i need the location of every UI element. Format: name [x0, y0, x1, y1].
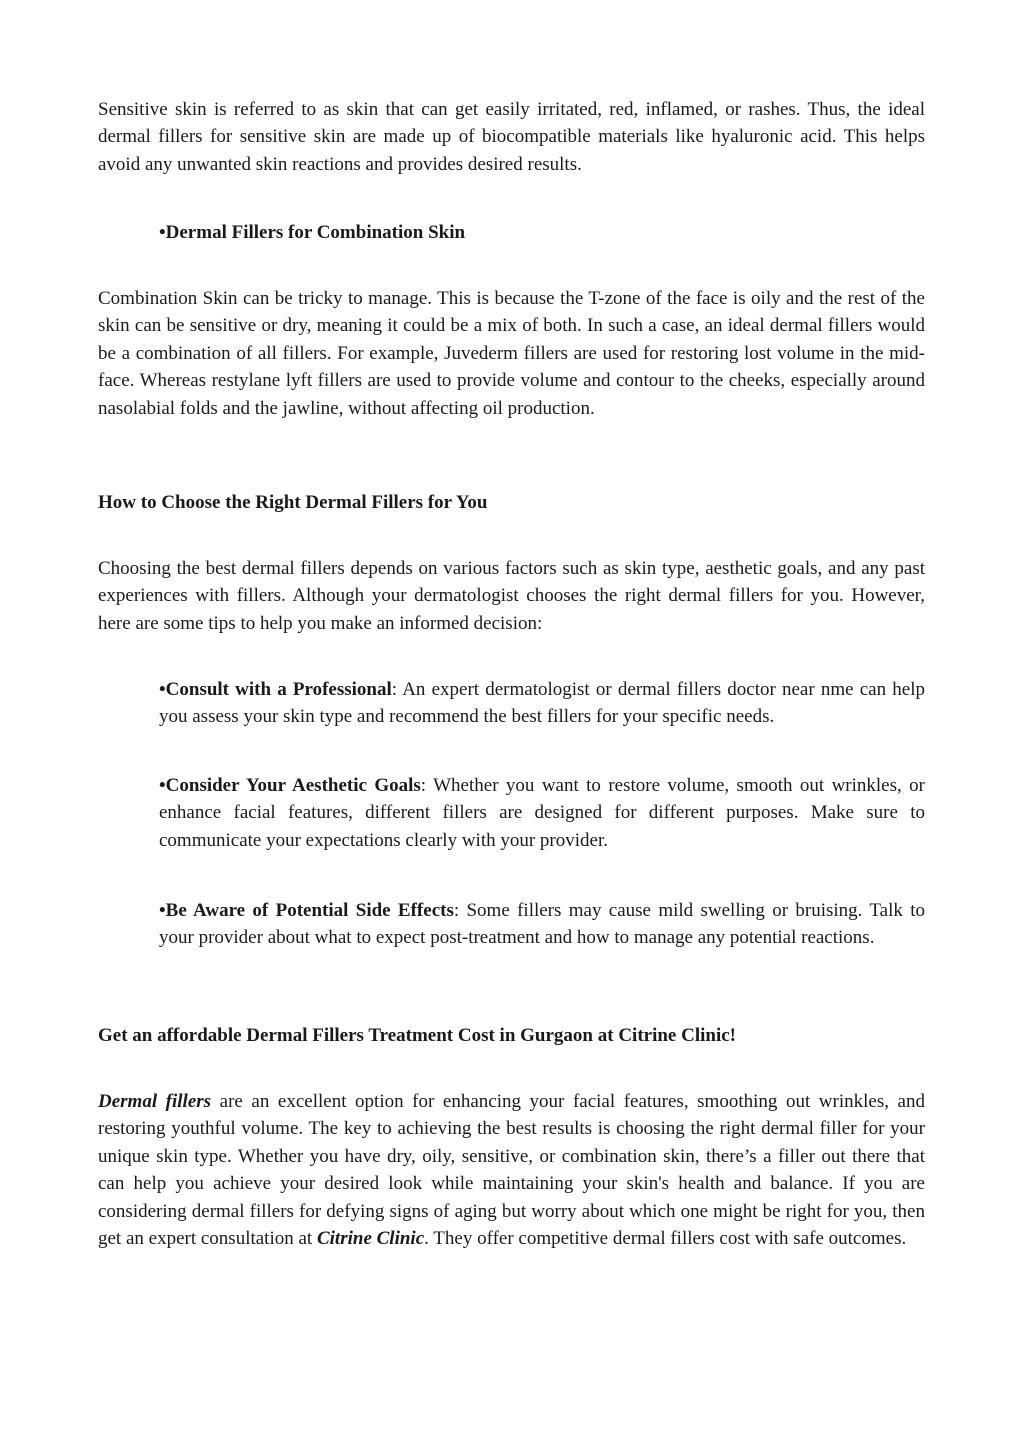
bullet-heading-combination [159, 219, 925, 246]
tip-text [159, 676, 925, 731]
paragraph-text: Choosing the best dermal fillers depends on various factors such as skin type, aesthetic goals, and any past experiences with fillers. Although your dermatologist chooses the right dermal fillers for you. However, here are some tips to help you make an informed decision: [98, 558, 925, 634]
tip-side-effects [159, 897, 925, 952]
section-heading-text: Get an affordable Dermal Fillers Treatment Cost in Gurgaon at Citrine Clinic! [98, 1025, 736, 1046]
paragraph-final [98, 1088, 925, 1252]
tip-title: •Be Aware of Potential Side Effects [159, 900, 454, 921]
tip-text [159, 772, 925, 854]
tip-aesthetic-goals [159, 772, 925, 854]
tip-consult [159, 676, 925, 731]
section-heading-text: How to Choose the Right Dermal Fillers for You [98, 492, 488, 513]
paragraph-text [98, 1088, 925, 1252]
bullet-heading-text: •Dermal Fillers for Combination Skin [159, 222, 466, 243]
tip-title: •Consider Your Aesthetic Goals [159, 775, 421, 796]
paragraph-choose [98, 555, 925, 637]
section-heading-citrine [98, 1022, 925, 1049]
section-heading-choose [98, 489, 925, 516]
final-text-2: . They offer competitive dermal fillers cost with safe outcomes. [424, 1228, 907, 1250]
final-text-1: are an excellent option for enhancing your facial features, smoothing out wrinkles, and restoring youthful volume. The key to achieving the best results is choosing the right dermal filler for your unique skin type. Whether you have dry, oily, sensitive, or combination skin, there’s a filler out there that can help you achieve your desired look while maintaining your skin's health and balance. If you are considering dermal fillers for defying signs of aging but worry about which one might be right for you, then get an expert consultation at [98, 1091, 925, 1250]
tip-text [159, 897, 925, 952]
tip-body: : Whether you want to restore volume, smooth out wrinkles, or enhance facial features, different fillers are designed for different purposes. Make sure to communicate your expectations clearly with your provider. [159, 775, 925, 851]
tip-title: •Consult with a Professional [159, 679, 392, 700]
paragraph-text: Sensitive skin is referred to as skin that can get easily irritated, red, inflamed, or rashes. Thus, the ideal dermal fillers for sensitive skin are made up of biocompatible materials like hyaluronic acid. This helps avoid any unwanted skin reactions and provides desired results. [98, 99, 925, 175]
paragraph-text: Combination Skin can be tricky to manage. This is because the T-zone of the face is oily and the rest of the skin can be sensitive or dry, meaning it could be a mix of both. In such a case, an ideal dermal fillers would be a combination of all fillers. For example, Juvederm fillers are used for restoring lost volume in the mid-face. Whereas restylane lyft fillers are used to provide volume and contour to the cheeks, especially around nasolabial folds and the jawline, without affecting oil production. [98, 288, 925, 419]
paragraph-combination-skin [98, 285, 925, 422]
dermal-fillers-link[interactable]: Dermal fillers [98, 1091, 212, 1112]
tip-body: : Some fillers may cause mild swelling or bruising. Talk to your provider about what to expect post-treatment and how to manage any potential reactions. [159, 900, 925, 949]
tip-body: : An expert dermatologist or dermal fillers doctor near nme can help you assess your skin type and recommend the best fillers for your specific needs. [159, 679, 925, 728]
citrine-clinic-link[interactable]: Citrine Clinic [316, 1228, 425, 1250]
paragraph-sensitive-skin [98, 96, 925, 178]
